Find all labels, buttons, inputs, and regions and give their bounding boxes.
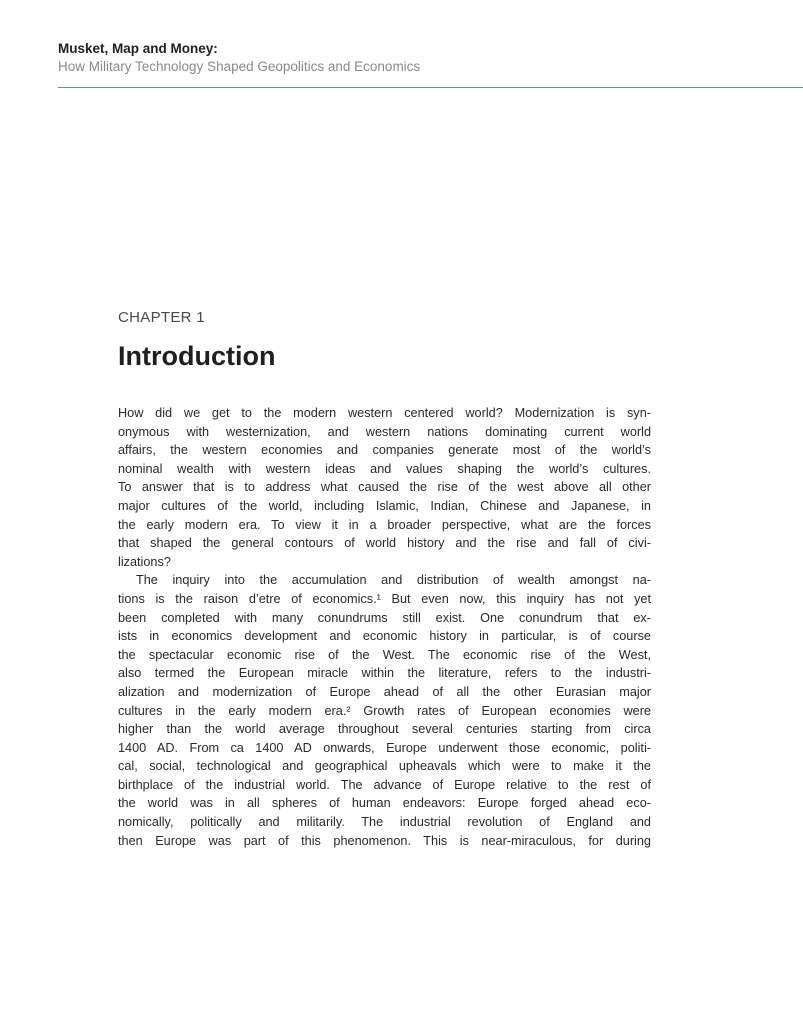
book-title: Musket, Map and Money: (58, 41, 218, 56)
text-line: major cultures of the world, including Islamic, Indian, Chinese and Japanese, in (118, 498, 651, 513)
text-line: cultures in the early modern era.² Growth rates of European economies were (118, 703, 651, 718)
header-divider (58, 87, 803, 88)
text-line: been completed with many conundrums still exist. One conundrum that ex- (118, 610, 651, 625)
text-line: the early modern era. To view it in a broader perspective, what are the forces (118, 517, 651, 532)
text-line: nomically, politically and militarily. The industrial revolution of England and (118, 815, 651, 830)
text-line: higher than the world average throughout several centuries starting from circa (118, 722, 651, 737)
text-line: onymous with westernization, and western nations dominating current world (118, 424, 651, 439)
text-line: then Europe was part of this phenomenon. This is near-miraculous, for during (118, 833, 651, 848)
text-line: birthplace of the industrial world. The advance of Europe relative to the rest of (118, 777, 651, 792)
text-line: affairs, the western economies and companies generate most of the world’s (118, 443, 651, 458)
running-header (58, 40, 803, 76)
text-line: The inquiry into the accumulation and distribution of wealth amongst na- (136, 573, 651, 588)
text-line: How did we get to the modern western centered world? Modernization is syn- (118, 406, 651, 420)
chapter-heading (118, 309, 275, 371)
text-line: that shaped the general contours of world history and the rise and fall of civi- (118, 536, 651, 551)
chapter-label: CHAPTER 1 (118, 309, 205, 326)
text-line: tions is the raison d’etre of economics.¹ But even now, this inquiry has not yet (118, 591, 651, 606)
book-subtitle: How Military Technology Shaped Geopolitics and Economics (58, 59, 421, 74)
text-line: nominal wealth with western ideas and values shaping the world’s cultures. (118, 461, 651, 476)
text-line: the world was in all spheres of human endeavors: Europe forged ahead eco- (118, 796, 651, 811)
text-line: alization and modernization of Europe ahead of all the other Eurasian major (118, 684, 651, 699)
text-line: lizations? (118, 554, 171, 569)
text-line: 1400 AD. From ca 1400 AD onwards, Europe underwent those economic, politi- (118, 740, 651, 755)
text-line: ists in economics development and economic history in particular, is of course (118, 629, 651, 644)
text-line: also termed the European miracle within the literature, refers to the industri- (118, 666, 651, 681)
text-line: the spectacular economic rise of the West. The economic rise of the West, (118, 647, 651, 662)
text-line: To answer that is to address what caused the rise of the west above all other (118, 480, 651, 495)
chapter-title: Introduction (118, 341, 276, 371)
text-line: cal, social, technological and geographical upheavals which were to make it the (118, 759, 651, 774)
body-text (118, 404, 651, 850)
